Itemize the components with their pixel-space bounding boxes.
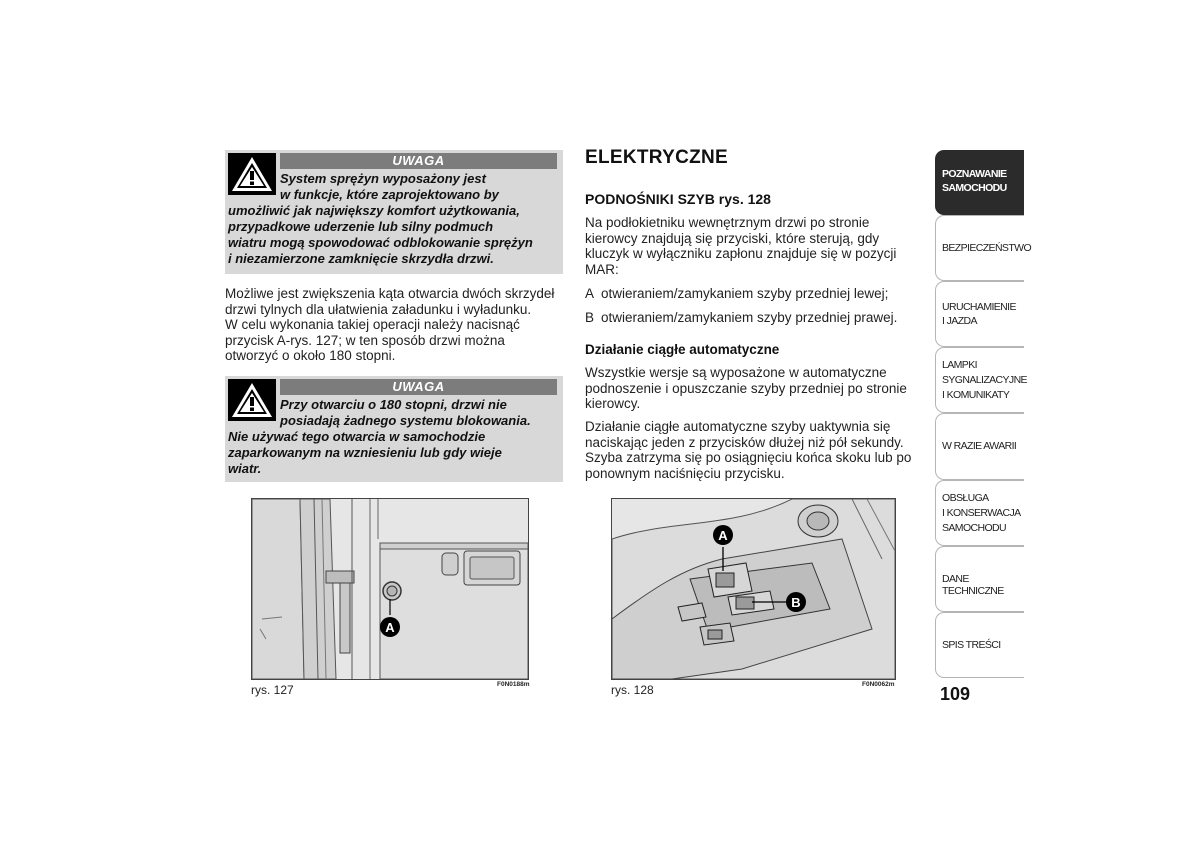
warning-line: wiatr. bbox=[228, 461, 262, 476]
warning-box-2 bbox=[225, 376, 563, 482]
door-latch-drawing bbox=[252, 499, 528, 679]
text-line: kluczyk w wyłączniku zapłonu znajduje się w pozycji bbox=[585, 246, 897, 261]
text-line: kierowcy. bbox=[585, 396, 641, 411]
text-line: naciskając jeden z przycisków dłużej niż pół sekundy. bbox=[585, 434, 904, 450]
section-title: ELEKTRYCZNE bbox=[585, 147, 728, 168]
tab-label: LAMPKI bbox=[942, 359, 977, 371]
window-switch-drawing bbox=[612, 499, 895, 679]
tab-label: OBSŁUGA bbox=[942, 492, 989, 504]
figure-128-caption: rys. 128 bbox=[611, 683, 654, 697]
list-item-b bbox=[585, 310, 915, 326]
tab-label: DANE TECHNICZNE bbox=[942, 573, 1004, 597]
warning-text bbox=[228, 397, 559, 477]
callout-a: A bbox=[385, 620, 395, 635]
paragraph-activation bbox=[585, 419, 915, 481]
warning-title: UWAGA bbox=[280, 153, 557, 169]
paragraph-buttons bbox=[585, 215, 915, 277]
figure-127-code: F0N0188m bbox=[497, 681, 530, 688]
warning-box-1 bbox=[225, 150, 563, 274]
figure-128-code: F0N0062m bbox=[862, 681, 895, 688]
text-line: podnoszenie i opuszczanie szyby przedniej po stronie bbox=[585, 380, 907, 396]
warning-line: System sprężyn wyposażony jest bbox=[280, 171, 486, 186]
text-line: drzwi tylnych dla ułatwienia załadunku i wyładunku. bbox=[225, 301, 532, 317]
list-text: otwieraniem/zamykaniem szyby przedniej prawej. bbox=[601, 310, 898, 325]
callout-b: B bbox=[791, 595, 801, 610]
tab-label: I JAZDA bbox=[942, 315, 977, 327]
text-line: otworzyć o około 180 stopni. bbox=[225, 348, 396, 363]
tab-label: SAMOCHODU bbox=[942, 182, 1007, 194]
intro-paragraph bbox=[225, 286, 565, 364]
warning-title: UWAGA bbox=[280, 379, 557, 395]
figure-128-window-switch-illustration bbox=[611, 498, 896, 680]
tab-w-razie-awarii[interactable] bbox=[935, 413, 1024, 480]
subsection-title: PODNOŚNIKI SZYB rys. 128 bbox=[585, 191, 771, 207]
warning-line: zaparkowanym na wzniesieniu lub gdy wieje bbox=[228, 445, 502, 460]
figure-127-door-illustration bbox=[251, 498, 529, 680]
tab-uruchamienie-i-jazda[interactable] bbox=[935, 281, 1024, 347]
list-key: A bbox=[585, 286, 595, 301]
text-line: Działanie ciągłe automatyczne szyby uaktywnia się bbox=[585, 419, 891, 434]
tab-obsluga-i-konserwacja[interactable] bbox=[935, 480, 1024, 546]
figure-127-caption: rys. 127 bbox=[251, 683, 294, 697]
warning-line: przypadkowe uderzenie lub silny podmuch bbox=[228, 219, 494, 234]
paragraph-versions bbox=[585, 365, 915, 412]
warning-line: w funkcje, które zaprojektowano by bbox=[280, 187, 499, 202]
warning-line: posiadają żadnego systemu blokowania. bbox=[280, 413, 531, 428]
tab-label: URUCHAMIENIE bbox=[942, 301, 1016, 313]
text-line: kierowcy znajdują się przyciski, które sterują, gdy bbox=[585, 230, 880, 246]
page-number: 109 bbox=[940, 684, 971, 704]
tab-label: SPIS TREŚCI bbox=[942, 639, 1001, 651]
warning-line: i niezamierzone zamknięcie skrzydła drzwi. bbox=[228, 251, 494, 266]
text-line: Możliwe jest zwiększenia kąta otwarcia dwóch skrzydeł bbox=[225, 286, 555, 301]
warning-line: wiatru mogą spowodować odblokowanie sprężyn bbox=[228, 235, 533, 250]
warning-line: Nie używać tego otwarcia w samochodzie bbox=[228, 429, 486, 444]
text-line: Szyba zatrzyma się po osiągnięciu końca skoku lub po bbox=[585, 450, 912, 465]
tab-label: I KOMUNIKATY bbox=[942, 389, 1010, 401]
tab-bezpieczenstwo[interactable] bbox=[935, 215, 1032, 281]
tab-dane-techniczne[interactable] bbox=[935, 546, 1024, 612]
tab-poznawanie-samochodu[interactable] bbox=[935, 150, 1024, 215]
text-line: Wszystkie wersje są wyposażone w automatyczne bbox=[585, 365, 887, 380]
tab-label: I KONSERWACJA bbox=[942, 507, 1021, 519]
tab-label: SYGNALIZACYJNE bbox=[942, 374, 1027, 386]
list-item-a bbox=[585, 286, 915, 302]
warning-line: umożliwić jak największy komfort użytkowania, bbox=[228, 203, 520, 218]
text-line: przycisk A-rys. 127; w ten sposób drzwi można bbox=[225, 332, 505, 348]
text-line: MAR: bbox=[585, 261, 619, 277]
tab-label: POZNAWANIE bbox=[942, 168, 1007, 180]
list-text: otwieraniem/zamykaniem szyby przedniej lewej; bbox=[601, 286, 889, 301]
list-key: B bbox=[585, 310, 595, 325]
warning-line: Przy otwarciu o 180 stopni, drzwi nie bbox=[280, 397, 507, 412]
warning-text bbox=[228, 171, 559, 267]
tab-label: SAMOCHODU bbox=[942, 522, 1007, 534]
tab-lampki-sygnalizacyjne[interactable] bbox=[935, 347, 1027, 413]
text-line: Na podłokietniku wewnętrznym drzwi po stronie bbox=[585, 215, 870, 230]
tab-spis-tresci[interactable] bbox=[935, 612, 1024, 678]
heading-automatic: Działanie ciągłe automatyczne bbox=[585, 342, 780, 357]
text-line: ponownym naciśnięciu przycisku. bbox=[585, 465, 785, 481]
tab-label: W RAZIE AWARII bbox=[942, 440, 1017, 452]
text-line: W celu wykonania takiej operacji należy nacisnąć bbox=[225, 317, 520, 332]
tab-label: BEZPIECZEŃSTWO bbox=[942, 242, 1032, 254]
callout-a: A bbox=[718, 528, 728, 543]
